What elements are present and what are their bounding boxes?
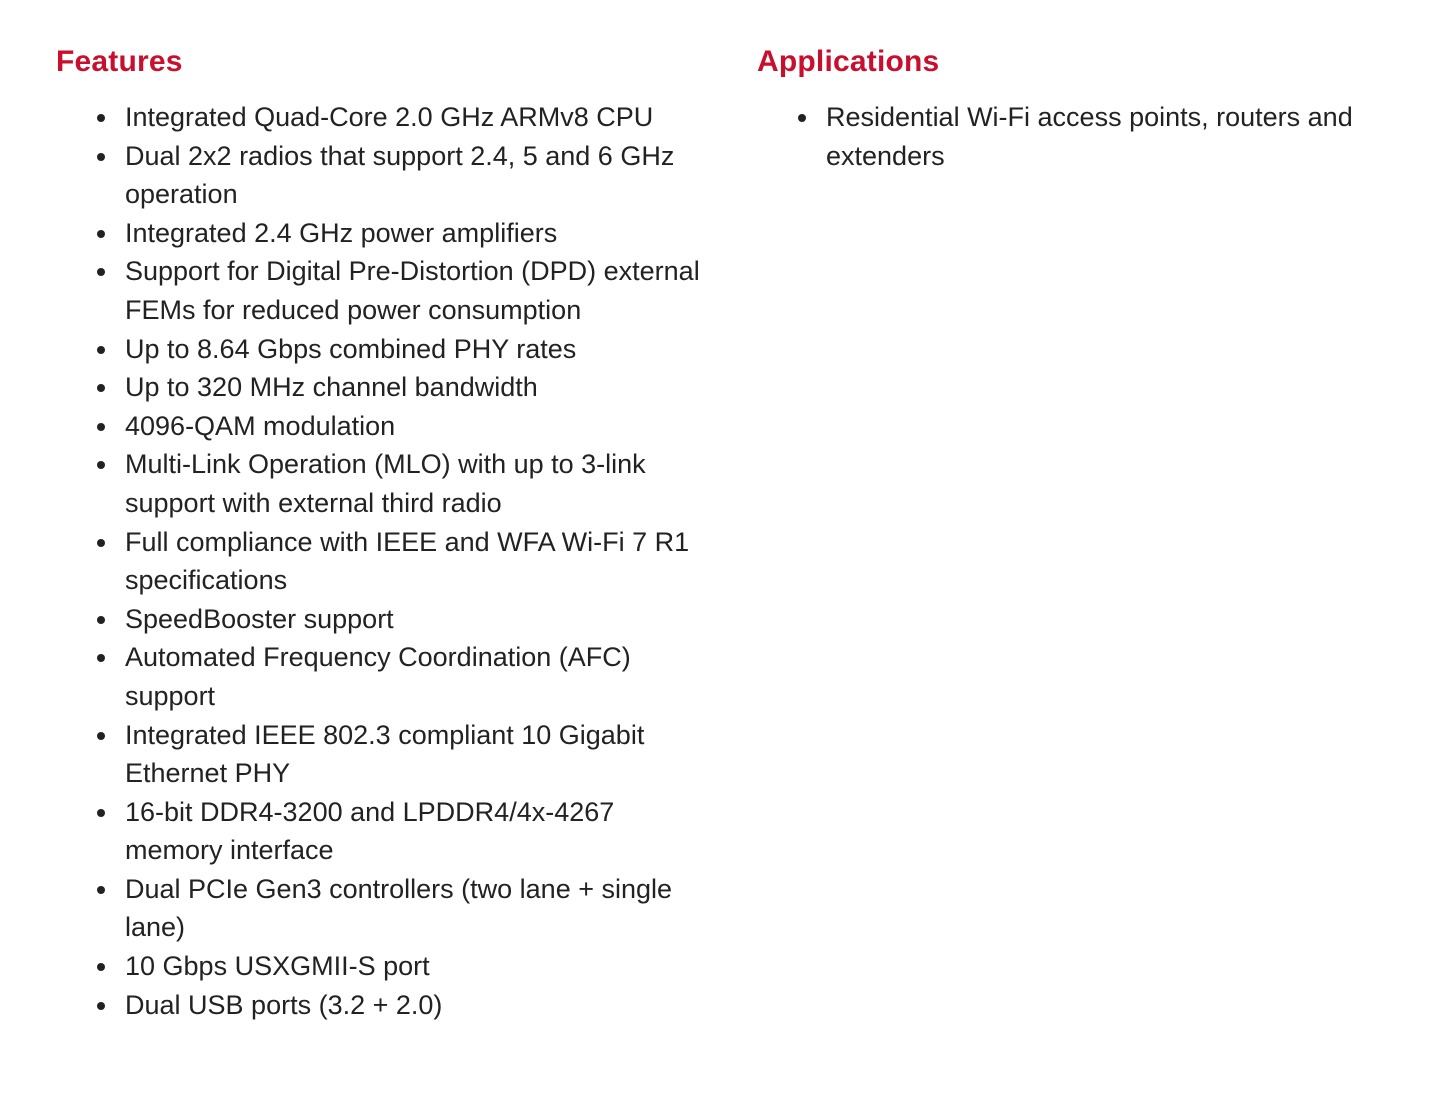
feature-text: Automated Frequency Coordination (AFC) support bbox=[125, 642, 631, 711]
features-list bbox=[56, 98, 706, 1024]
bullet-icon bbox=[97, 616, 105, 624]
feature-text: 10 Gbps USXGMII-S port bbox=[125, 951, 430, 982]
feature-text: Up to 320 MHz channel bandwidth bbox=[125, 372, 538, 403]
feature-text: Integrated 2.4 GHz power amplifiers bbox=[125, 217, 558, 248]
feature-item bbox=[56, 137, 706, 214]
feature-item bbox=[56, 368, 706, 407]
bullet-icon bbox=[97, 461, 105, 469]
feature-text: Dual PCIe Gen3 controllers (two lane + single lane) bbox=[125, 873, 673, 943]
application-text: Residential Wi-Fi access points, routers and extenders bbox=[826, 102, 1353, 171]
feature-text: 16-bit DDR4-3200 and LPDDR4/4x-4267 memory interface bbox=[125, 796, 615, 866]
feature-item bbox=[56, 716, 706, 793]
feature-item bbox=[56, 793, 706, 870]
bullet-icon bbox=[97, 384, 105, 392]
feature-text: SpeedBooster support bbox=[125, 603, 394, 634]
feature-text: Up to 8.64 Gbps combined PHY rates bbox=[125, 333, 577, 364]
applications-heading: Applications bbox=[757, 45, 940, 78]
bullet-icon bbox=[97, 886, 105, 894]
feature-text: 4096-QAM modulation bbox=[125, 410, 396, 441]
bullet-icon bbox=[798, 114, 806, 122]
feature-text: Dual 2x2 radios that support 2.4, 5 and 6 GHz operation bbox=[125, 140, 675, 210]
feature-text: Multi-Link Operation (MLO) with up to 3-link support with external third radio bbox=[125, 449, 646, 518]
feature-item bbox=[56, 407, 706, 446]
feature-item bbox=[56, 98, 706, 137]
applications-section bbox=[757, 40, 1397, 175]
bullet-icon bbox=[97, 114, 105, 122]
applications-list bbox=[757, 98, 1397, 175]
feature-text: Dual USB ports (3.2 + 2.0) bbox=[125, 989, 443, 1020]
bullet-icon bbox=[97, 732, 105, 740]
bullet-icon bbox=[97, 423, 105, 431]
bullet-icon bbox=[97, 809, 105, 817]
bullet-icon bbox=[97, 268, 105, 276]
bullet-icon bbox=[97, 539, 105, 547]
feature-item bbox=[56, 252, 706, 329]
feature-item bbox=[56, 638, 706, 715]
feature-item bbox=[56, 600, 706, 639]
feature-text: Full compliance with IEEE and WFA Wi-Fi 7 R1 specifications bbox=[125, 526, 690, 596]
feature-item bbox=[56, 986, 706, 1025]
feature-text: Integrated IEEE 802.3 compliant 10 Gigabit Ethernet PHY bbox=[125, 719, 645, 789]
features-heading: Features bbox=[56, 45, 183, 78]
application-item bbox=[757, 98, 1397, 175]
feature-text: Integrated Quad-Core 2.0 GHz ARMv8 CPU bbox=[125, 102, 654, 132]
feature-item bbox=[56, 523, 706, 600]
feature-item bbox=[56, 445, 706, 522]
bullet-icon bbox=[97, 1002, 105, 1010]
bullet-icon bbox=[97, 153, 105, 161]
feature-item bbox=[56, 947, 706, 986]
features-section bbox=[56, 40, 706, 1024]
feature-text: Support for Digital Pre-Distortion (DPD) external FEMs for reduced power consumption bbox=[125, 256, 700, 325]
feature-item bbox=[56, 330, 706, 369]
feature-item bbox=[56, 214, 706, 253]
feature-item bbox=[56, 870, 706, 947]
bullet-icon bbox=[97, 963, 105, 971]
bullet-icon bbox=[97, 230, 105, 238]
bullet-icon bbox=[97, 654, 105, 662]
bullet-icon bbox=[97, 346, 105, 354]
